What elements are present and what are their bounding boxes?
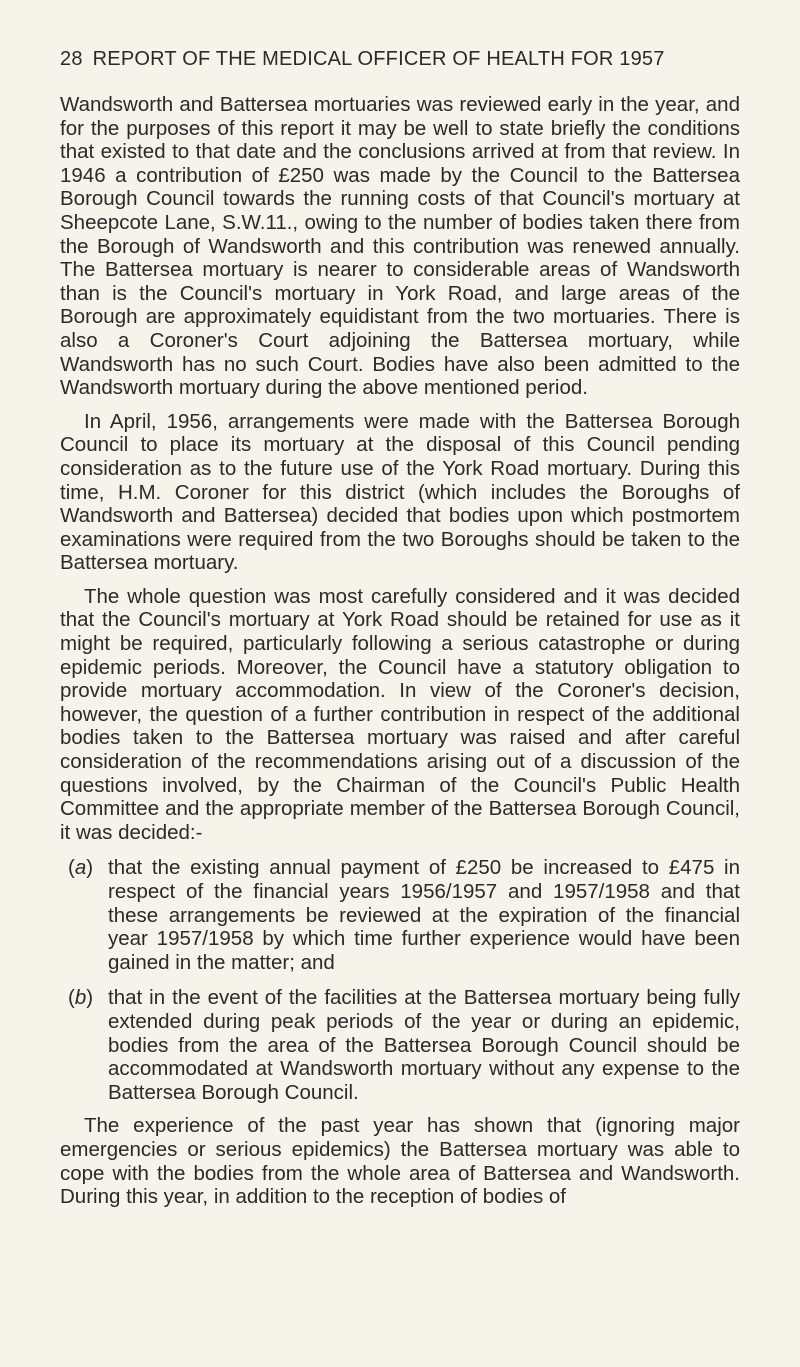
paragraph-whole-question: The whole question was most carefully considered and it was decided that the Council's mortuary at York Road should be retained for use as it might be required, particularly following a serious catastrophe or during epidemic periods. Moreover, the Council have a statutory obligation to provide mortuary accommodation. In view of the Coroner's decision, however, the question of a further contribution in respect of the additional bodies taken to the Battersea mortuary was raised and after careful consideration of the recommendations arising out of a discussion of the questions involved, by the Chairman of the Council's Public Health Committee and the appropriate member of the Battersea Borough Council, it was decided:- (60, 584, 740, 844)
page-header-title: REPORT OF THE MEDICAL OFFICER OF HEALTH FOR 1957 (92, 48, 665, 70)
clause-b (60, 986, 740, 1104)
clause-a (60, 856, 740, 974)
paragraph-april-1956-arrangements: In April, 1956, arrangements were made with the Battersea Borough Council to place its mortuary at the disposal of this Council pending consideration as to the future use of the York Road mortuary. During this time, H.M. Coroner for this district (which includes the Boroughs of Wandsworth and Battersea) decided that bodies upon which postmortem examinations were required from the two Boroughs should be taken to the Battersea mortuary. (60, 409, 740, 575)
document-page (60, 48, 740, 1209)
clause-b-marker: (b) (68, 986, 94, 1010)
paragraph-mortuaries-review: Wandsworth and Battersea mortuaries was reviewed early in the year, and for the purposes of this report it may be well to state briefly the conditions that existed to that date and the conclusions arrived at from that review. In 1946 a contribution of £250 was made by the Council to the Battersea Borough Council towards the running costs of that Council's mortuary at Sheepcote Lane, S.W.11., owing to the number of bodies taken there from the Borough of Wandsworth and this contribution was renewed annually. The Battersea mortuary is nearer to considerable areas of Wandsworth than is the Council's mortuary in York Road, and large areas of the Borough are approximately equidistant from the two mortuaries. There is also a Coroner's Court adjoining the Battersea mortuary, while Wandsworth has no such Court. Bodies have also been admitted to the Wandsworth mortuary during the above mentioned period. (60, 93, 740, 400)
paragraph-past-year-experience: The experience of the past year has shown that (ignoring major emergencies or serious epidemics) the Battersea mortuary was able to cope with the bodies from the whole area of Battersea and Wandsworth. During this year, in addition to the reception of bodies of (60, 1114, 740, 1209)
running-head (60, 48, 740, 71)
clause-a-marker: (a) (68, 856, 94, 880)
clause-b-text: that in the event of the facilities at the Battersea mortuary being fully extended during peak periods of the year or during an epidemic, bodies from the area of the Battersea Borough Council should be accommodated at Wandsworth mortuary without any expense to the Battersea Borough Council. (108, 986, 740, 1104)
clause-a-text: that the existing annual payment of £250 be increased to £475 in respect of the financial years 1956/1957 and 1957/1958 and that these arrangements be reviewed at the expiration of the financial year 1957/1958 by which time further experience would have been gained in the matter; and (108, 856, 740, 974)
page-number: 28 (60, 48, 83, 70)
